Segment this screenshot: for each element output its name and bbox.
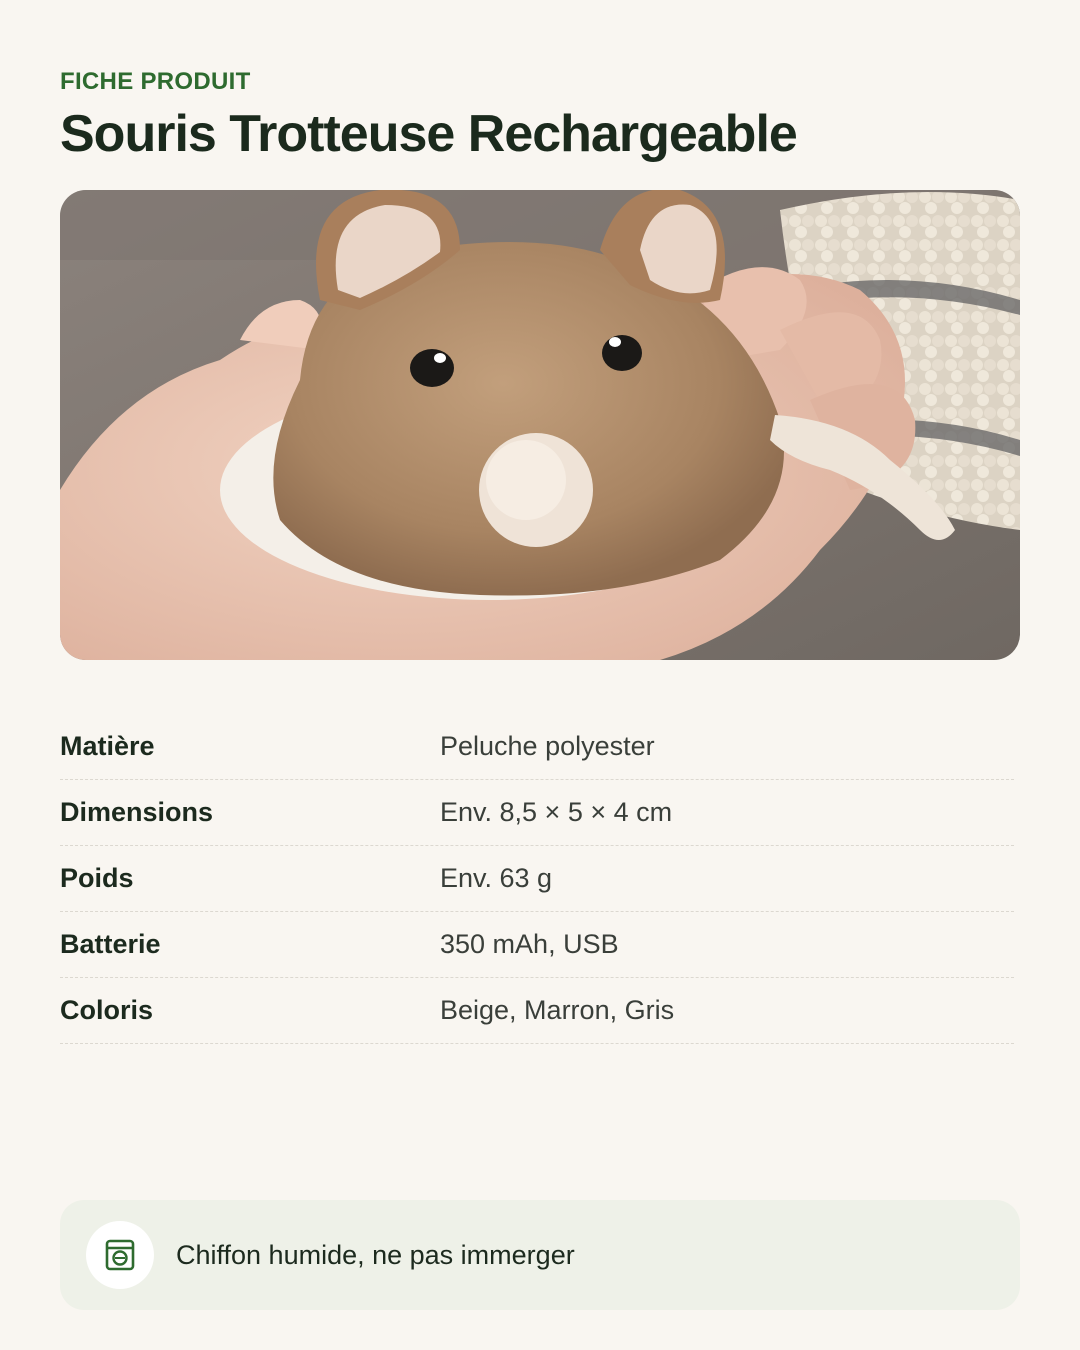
spec-value: Env. 8,5 × 5 × 4 cm	[440, 797, 673, 827]
spec-value: 350 mAh, USB	[440, 929, 619, 959]
washing-machine-icon	[86, 1221, 154, 1289]
care-instructions	[60, 1200, 1020, 1310]
spec-value: Env. 63 g	[440, 863, 553, 893]
product-photo	[60, 190, 1020, 660]
eyebrow-label: FICHE PRODUIT	[60, 68, 251, 95]
spec-row-matiere	[60, 714, 1014, 780]
spec-row-poids	[60, 846, 1014, 912]
spec-label: Coloris	[60, 995, 154, 1025]
spec-value: Peluche polyester	[440, 731, 655, 761]
spec-table	[60, 714, 1014, 1044]
spec-label: Dimensions	[60, 797, 214, 827]
product-title: Souris Trotteuse Rechargeable	[60, 105, 797, 163]
spec-row-batterie	[60, 912, 1014, 978]
spec-row-dimensions	[60, 780, 1014, 846]
spec-value: Beige, Marron, Gris	[440, 995, 675, 1025]
spec-label: Batterie	[60, 929, 161, 959]
spec-label: Matière	[60, 731, 155, 761]
care-text: Chiffon humide, ne pas immerger	[176, 1239, 575, 1270]
spec-label: Poids	[60, 863, 134, 893]
spec-row-coloris	[60, 978, 1014, 1044]
